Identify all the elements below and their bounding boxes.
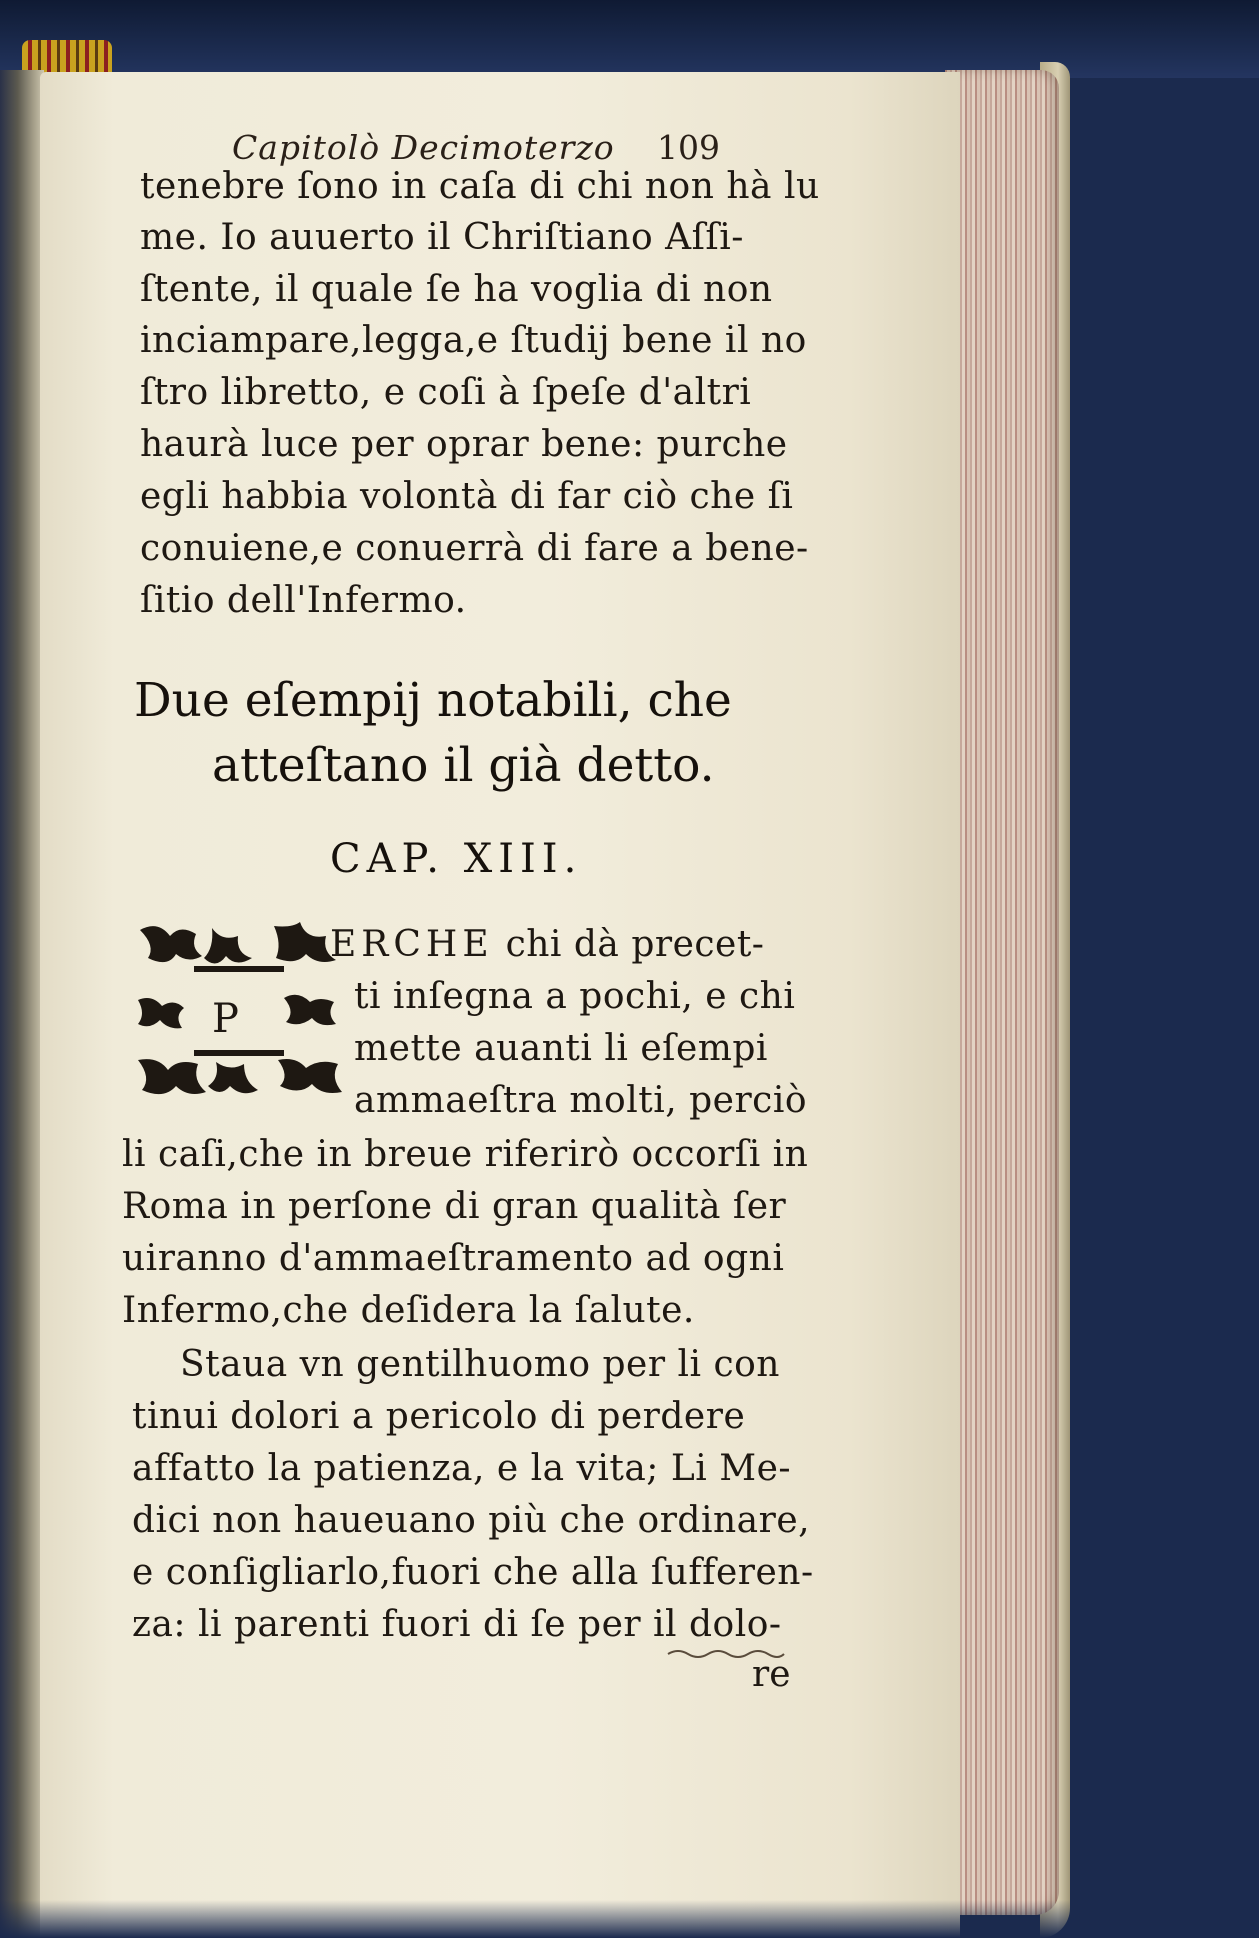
bottom-shadow (0, 1900, 1259, 1938)
page-number: 109 (657, 128, 720, 167)
first-line-rest: chi dà precet- (505, 924, 765, 965)
gutter-shadow (0, 70, 44, 1938)
text-line: me. Io auuerto il Chriſtiano Aſſi- (140, 217, 744, 258)
tail-ornament (666, 1648, 786, 1660)
lead-caps: ERCHE (330, 924, 494, 965)
text-line: egli habbia volontà di far ciò che ſi (140, 476, 794, 517)
text-line: Infermo,che deſidera la ſalute. (122, 1290, 695, 1331)
chapter-label: CAP. XIII. (330, 836, 583, 882)
binding-top (0, 0, 1259, 78)
initial-letter: P (212, 996, 239, 1042)
text-line: e conſigliarlo,fuori che alla ſufferen- (132, 1552, 814, 1593)
text-line: za: li parenti fuori di ſe per il dolo- (132, 1604, 782, 1645)
text-line: conuiene,e conuerrà di fare a bene- (140, 528, 809, 569)
text-line: uiranno d'ammaeſtramento ad ogni (122, 1238, 785, 1279)
text-line: mette auanti li eſempi (354, 1028, 768, 1069)
text-line: tenebre ſono in caſa di chi non hà lu (140, 166, 820, 207)
text-line: ſtro libretto, e coſi à ſpeſe d'altri (140, 372, 752, 413)
text-line: Roma in perſone di gran qualità ſer (122, 1186, 787, 1227)
text-line (330, 920, 764, 970)
text-line: li caſi,che in breue riferirò occorſi in (122, 1134, 809, 1175)
decorated-initial-ornament (134, 920, 352, 1112)
text-line: ammaeſtra molti, perciò (354, 1080, 808, 1121)
text-line: ſtente, il quale ſe ha voglia di non (140, 269, 773, 310)
text-line: inciampare,legga,e ſtudij bene il no (140, 320, 807, 361)
text-line: ti inſegna a pochi, e chi (354, 976, 796, 1017)
text-line: ſitio dell'Infermo. (140, 580, 467, 621)
page-fore-edge (945, 70, 1059, 1915)
text-line: tinui dolori a pericolo di perdere (132, 1396, 746, 1437)
text-line: Staua vn gentilhuomo per li con (180, 1344, 780, 1385)
text-line: dici non haueuano più che ordinare, (132, 1500, 811, 1541)
section-heading-line-1: Due eſempij notabili, che (134, 673, 732, 728)
text-line: haurà luce per oprar bene: purche (140, 424, 788, 465)
text-line: affatto la patienza, e la vita; Li Me- (132, 1448, 792, 1489)
running-title: Capitolò Decimoterzo (232, 128, 615, 167)
section-heading-line-2: atteſtano il già detto. (212, 738, 715, 793)
catchword: re (752, 1654, 791, 1695)
